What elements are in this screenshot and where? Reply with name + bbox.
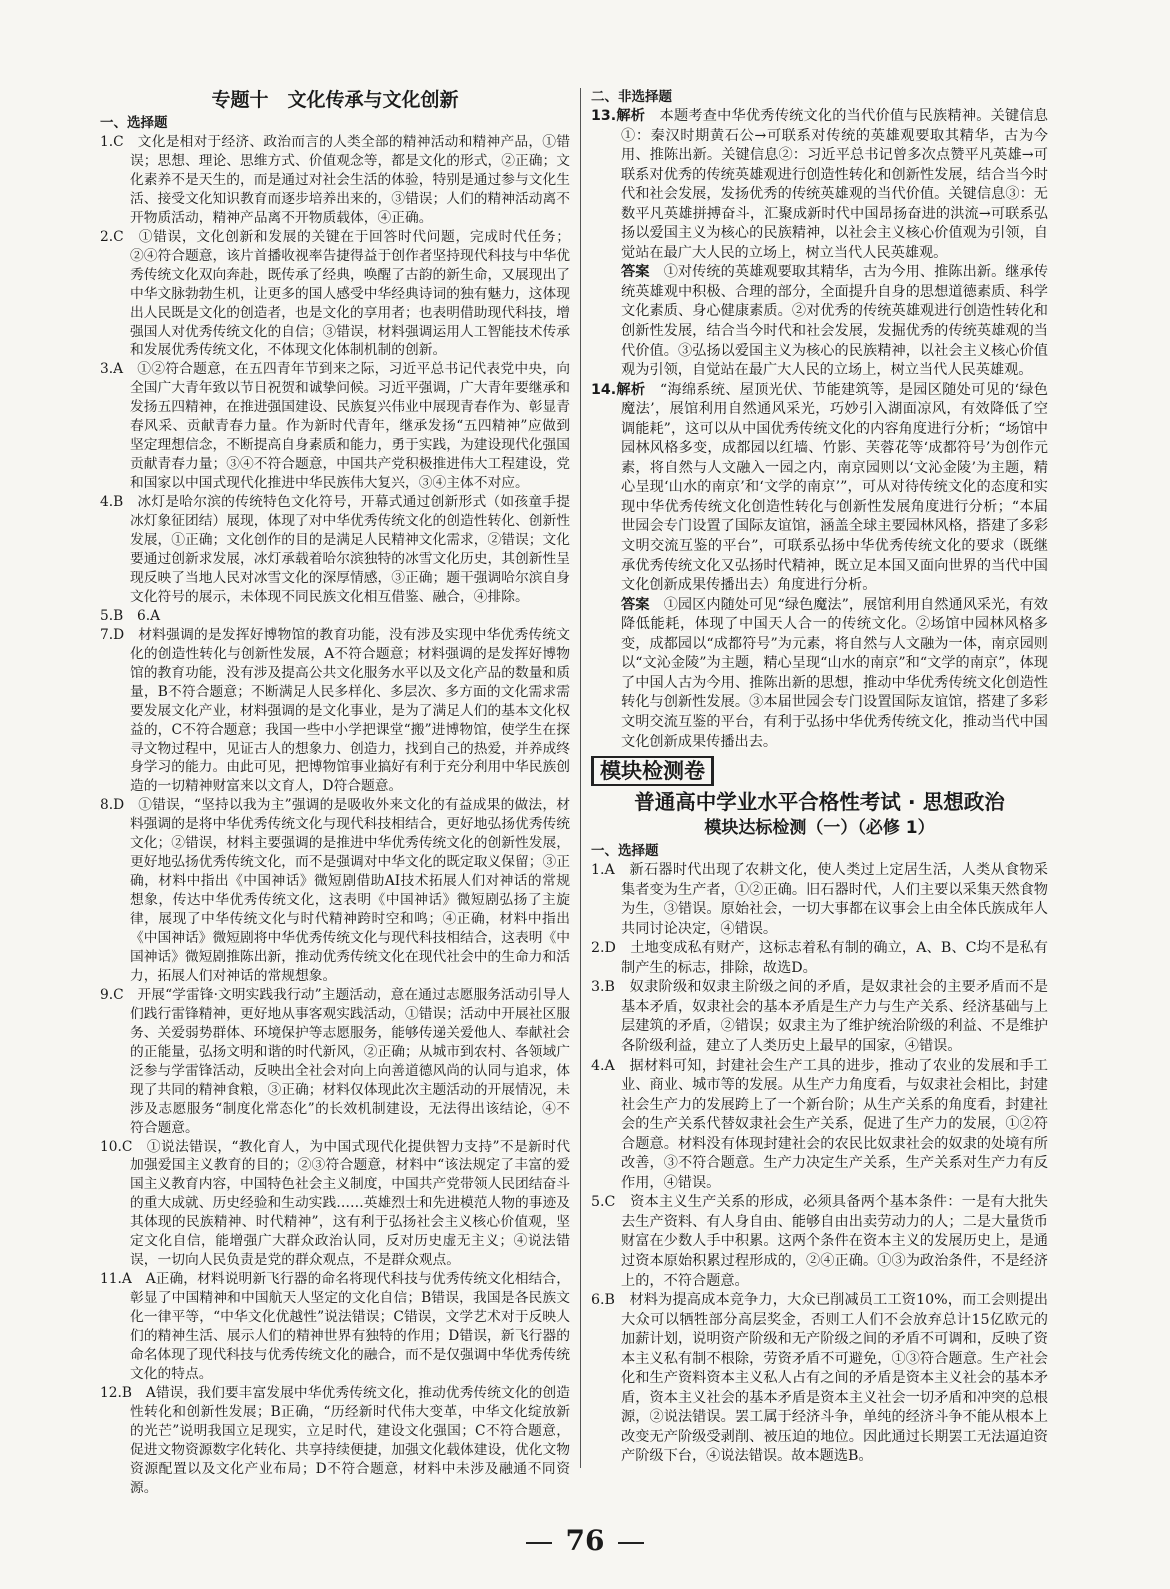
exam-answer-item-number: 5.C: [591, 1194, 616, 1211]
left-answer-item-number: 1.C: [100, 134, 124, 150]
exam-title: 普通高中学业水平合格性考试 · 思想政治: [634, 790, 1005, 815]
module-tag: 模块检测卷: [591, 756, 714, 786]
left-answer-item: [100, 493, 570, 607]
exam-answer-item: [591, 1291, 1048, 1467]
q14-analysis: “海绵系统、屋顶光伏、节能建筑等，是园区随处可见的‘绿色魔法’，展馆利用自然通风采光，巧妙引入湖面凉风，有效降低了空调能耗”，这可以从中国优秀传统文化的内容角度进行分析；“场馆中园林风格多变，成都园以红墙、竹影、芙蓉花等‘成都符号’为创作元素，将自然与人文融入一园之内，南京园则以‘文沁金陵’为主题，精心呈现‘山水的南京’和‘文学的南京’”，可从对待传统文化的态度和实现中华优秀传统文化创造性转化与创新性发展角度进行分析；“本届世园会专门设置了国际友谊馆，涵盖全球主要园林风格，搭建了多彩文明交流互鉴的平台”，可联系弘扬中华优秀传统文化的要求（既继承优秀传统文化又弘扬时代精神，既立足本国又面向世界的当代中国文化创新成果传播出去）角度进行分析。: [621, 381, 1048, 594]
exam-answer-item-text: 据材料可知，封建社会生产工具的进步，推动了农业的发展和手工业、商业、城市等的发展。从生产力角度看，与奴隶社会相比，封建社会生产力的发展跨上了一个新台阶；从生产关系的角度看，封建社会的生产关系代替奴隶社会生产关系，促进了生产力的发展，①②符合题意。材料没有体现封建社会的农民比奴隶社会的奴隶的处境有所改善，③不符合题意。生产力决定生产关系，生产关系对生产力有反作用，④错误。: [621, 1057, 1048, 1191]
question-14: [591, 381, 1048, 596]
q13-analysis-label: 解析: [616, 108, 646, 124]
exam-answer-item: [591, 1193, 1048, 1291]
q14-number: 14.: [591, 381, 617, 398]
left-answer-item: [100, 1138, 570, 1271]
left-answer-item-number: 5.B: [100, 607, 124, 624]
q14-answer: ①园区内随处可见“绿色魔法”，展馆利用自然通风采光，有效降低能耗，体现了中国天人合一的传统文化。②场馆中园林风格多变，成都园以“成都符号”为元素，将自然与人文融为一体，南京园则以“文沁金陵”为主题，精心呈现“山水的南京”和“文学的南京”，体现了中国人古为今用、推陈出新的思想，推动中华优秀传统文化创造性转化与创新性发展。③本届世园会专门设置国际友谊馆，搭建了多彩文明交流互鉴的平台，有利于弘扬中华优秀传统文化，推动当代中国文化创新成果传播出去。: [621, 596, 1048, 750]
exam-answer-item-text: 土地变成私有财产，这标志着私有制的确立，A、B、C均不是私有制产生的标志，排除，故选D。: [621, 940, 1048, 976]
q13-answer-label: 答案: [621, 264, 650, 281]
q13-answer-block: [591, 263, 1048, 380]
left-answer-item: [100, 360, 570, 493]
left-answer-item-number: 9.C: [100, 986, 124, 1003]
column-divider: [580, 88, 581, 1468]
left-answer-item-number: 3.A: [100, 361, 124, 378]
left-answer-item-text: ①说法错误，“教化育人，为中国式现代化提供智力支持”不是新时代加强爱国主义教育的目的；②③符合题意，材料中“该法规定了丰富的爱国主义教育内容，中国特色社会主义制度，中国共产党带领人民团结奋斗的重大成就、历史经验和生动实践……英雄烈士和先进模范人物的事迹及其体现的民族精神、时代精神”，这有利于弘扬社会主义核心价值观，坚定文化自信，能增强广大群众政治认同，反对历史虚无主义；④说法错误，一切向人民负责是党的群众观点，不是群众观点。: [130, 1138, 571, 1269]
left-answer-item: [100, 986, 570, 1138]
question-13: [591, 107, 1048, 263]
exam-answer-item-number: 2.D: [591, 940, 616, 957]
left-answer-list: [100, 133, 570, 1498]
section-heading-nonchoice: 二、非选择题: [591, 89, 672, 105]
exam-answer-item-number: 4.A: [591, 1057, 615, 1074]
q13-analysis: 本题考查中华优秀传统文化的当代价值与民族精神。关键信息①：秦汉时期黄石公→可联系对传统的英雄观要取其精华，古为今用、推陈出新。关键信息②：习近平总书记曾多次点赞平凡英雄→可联系对优秀的传统英雄观进行创造性转化和创新性发展，结合当今时代和社会发展，发扬优秀的传统英雄观的当代价值。关键信息③：无数平凡英雄拼搏奋斗，汇聚成新时代中国昂扬奋进的洪流→可联系弘扬以爱国主义为核心的民族精神，以社会主义核心价值观为引领，自觉站在最广大人民的立场上，树立当代人民英雄观。: [621, 108, 1048, 261]
left-answer-item-text: ①错误，“坚持以我为主”强调的是吸收外来文化的有益成果的做法，材料强调的是将中华优秀传统文化与现代科技相结合，更好地弘扬优秀传统文化；②错误，材料主要强调的是推进中华优秀传统文化的创新性发展，更好地弘扬优秀传统文化，而不是强调对中华文化的既定取义保留；③正确，材料中指出《中国神话》微短剧借助AI技术拓展人们对神话的常规想象，传达中华优秀传统文化，这表明《中国神话》微短剧弘扬了主旋律，展现了中华传统文化与时代精神跨时空和鸣；④正确，材料中指出《中国神话》微短剧将中华优秀传统文化与现代科技相结合，这表明《中国神话》微短剧推陈出新，推动优秀传统文化在现代社会中的生命力和活力，拓展人们对神话的常规想象。: [130, 797, 571, 984]
page-number-dash-right: [618, 1542, 644, 1544]
left-answer-item: [100, 1384, 570, 1498]
q14-answer-block: [591, 596, 1048, 752]
q13-number: 13.: [591, 108, 617, 124]
exam-answer-item-number: 3.B: [591, 979, 615, 996]
left-answer-item-number: 4.B: [100, 494, 124, 511]
page-number-dash-left: [526, 1542, 552, 1544]
left-answer-item-number: 11.A: [100, 1271, 132, 1288]
q14-analysis-label: 解析: [616, 381, 646, 398]
exam-subtitle: 模块达标检测（一）（必修 1）: [704, 818, 935, 839]
left-answer-item-number: 2.C: [100, 228, 124, 245]
left-answer-item-text: 文化是相对于经济、政治而言的人类全部的精神活动和精神产品，①错误；思想、理论、思维方式、价值观念等，都是文化的形式，②正确；文化素养不是天生的，而是通过对社会生活的体验，特别是通过参与文化生活、接受文化知识教育而逐步培养出来的，③错误；人们的精神活动离不开物质活动，精神产品离不开物质载体，④正确。: [130, 134, 571, 226]
left-answer-item-number: 7.D: [100, 626, 125, 643]
exam-answer-item-text: 奴隶阶级和奴隶主阶级之间的矛盾，是奴隶社会的主要矛盾而不是基本矛盾，奴隶社会的基本矛盾是生产力与生产关系、经济基础与上层建筑的矛盾，②错误；奴隶主为了维护统治阶级的利益、不是维护各阶级利益，建立了人类历史上最早的国家，④错误。: [621, 979, 1048, 1054]
chapter-title: 专题十 文化传承与文化创新: [211, 89, 459, 111]
exam-answer-item-text: 资本主义生产关系的形成，必须具备两个基本条件：一是有大批失去生产资料、有人身自由、能够自由出卖劳动力的人；二是大量货币财富在少数人手中积累。这两个条件在资本主义的发展历史上，是通过资本原始积累过程形成的，②④正确。①③为政治条件，不是经济上的，不符合题意。: [621, 1194, 1048, 1289]
page-number-value: 76: [565, 1524, 605, 1557]
exam-answer-item: [591, 1057, 1048, 1194]
exam-answer-item-number: 6.B: [591, 1292, 615, 1309]
left-answer-item: [100, 1270, 570, 1384]
left-column: [100, 88, 570, 1498]
left-answer-item-text: 材料强调的是发挥好博物馆的教育功能，没有涉及实现中华优秀传统文化的创造性转化与创新性发展，A不符合题意；材料强调的是发挥好博物馆的教育功能，没有涉及提高公共文化服务水平以及文化产品的数量和质量，B不符合题意；不断满足人民多样化、多层次、多方面的文化需求需要发展文化产业，材料强调的是文化事业，是为了满足人们的基本文化权益的，C不符合题意；我国一些中小学把课堂“搬”进博物馆，使学生在探寻文物过程中，见证古人的想象力、创造力，找到自己的热爱，并养成终身学习的能力。由此可见，把博物馆事业搞好有利于充分利用中华民族创造的一切精神财富来以文育人，D符合题意。: [130, 626, 571, 795]
exam-answer-item-text: 材料为提高成本竞争力，大众已削减员工工资10%，而工会则提出大众可以牺牲部分高层奖金，否则工人们不会放弃总计15亿欧元的加薪计划，说明资产阶级和无产阶级之间的矛盾不可调和，反映了资本主义私有制不根除，劳资矛盾不可避免，①③符合题意。生产社会化和生产资料资本主义私人占有之间的矛盾是资本主义社会的基本矛盾，资本主义社会的基本矛盾是资本主义社会一切矛盾和冲突的总根源，②说法错误。罢工属于经济斗争，单纯的经济斗争不能从根本上改变无产阶级受剥削、被压迫的地位。因此通过长期罢工无法逼迫资产阶级下台，④说法错误。故本题选B。: [621, 1292, 1048, 1465]
exam-answer-item: [591, 861, 1048, 939]
left-answer-item-text: A正确，材料说明新飞行器的命名将现代科技与优秀传统文化相结合，彰显了中国精神和中国航天人坚定的文化自信；B错误，我国是各民族文化一律平等，“中华文化优越性”说法错误；C错误，文学艺术对于反映人们的精神生活、展示人们的精神世界有独特的作用；D错误，新飞行器的命名体现了现代科技与优秀传统文化的融合，而不是仅强调中华优秀传统文化的特点。: [130, 1271, 571, 1382]
left-answer-item-text: ①错误，文化创新和发展的关键在于回答时代问题，完成时代任务；②④符合题意，该片首播收视率告捷得益于创作者坚持现代科技与中华优秀传统文化双向奔赴，既传承了经典，唤醒了古韵的新生命，又展现出了中华文脉勃勃生机，让更多的国人感受中华经典诗词的独有魅力，这体现出人民既是文化的创造者，也是文化的享用者；也表明借助现代科技，增强国人对优秀传统文化的自信；③错误，材料强调运用人工智能技术传承和发展优秀传统文化，不体现文化体制机制的创新。: [130, 228, 571, 359]
section-heading-choice: 一、选择题: [100, 115, 168, 131]
left-answer-item-text: 冰灯是哈尔滨的传统特色文化符号，开幕式通过创新形式（如孩童手提冰灯象征团结）展现，体现了对中华优秀传统文化的创造性转化、创新性发展，①正确；文化创作的目的是满足人民精神文化需求，②错误；文化要通过创新求发展，冰灯承载着哈尔滨独特的冰雪文化历史，其创新性呈现反映了当地人民对冰雪文化的深厚情感，③正确；题干强调哈尔滨自身文化符号的展示，未体现不同民族文化相互借鉴、融合，④排除。: [130, 494, 571, 605]
exam-answer-item: [591, 939, 1048, 978]
exam-section-heading: 一、选择题: [591, 843, 659, 860]
left-answer-item-text: 开展“学雷锋·文明实践我行动”主题活动，意在通过志愿服务活动引导人们践行雷锋精神，更好地从事客观实践活动，①错误；活动中开展社区服务、关爱弱势群体、环境保护等志愿服务，能够传递关爱他人、奉献社会的正能量，弘扬文明和谐的时代新风，②正确；从城市到农村、各领域广泛参与学雷锋活动，反映出全社会对向上向善道德风尚的认同与追求，体现了共同的精神食粮，③正确；材料仅体现此次主题活动的开展情况，未涉及志愿服务“制度化常态化”的长效机制建设，无法得出该结论，④不符合题意。: [130, 986, 571, 1136]
exam-answer-item-number: 1.A: [591, 862, 615, 879]
left-answer-item-text: ①②符合题意，在五四青年节到来之际，习近平总书记代表党中央，向全国广大青年致以节日祝贺和诚挚问候。习近平强调，广大青年要继承和发扬五四精神，在推进强国建设、民族复兴伟业中展现青春作为、彰显青春风采、贡献青春力量。作为新时代青年，继承发扬“五四精神”应做到坚定理想信念，不断提高自身素质和能力，勇于实践，为建设现代化强国贡献青春力量；③④不符合题意，中国共产党积极推进伟大工程建设，党和国家以中国式现代化推进中华民族伟大复兴，③④主体不对应。: [130, 361, 571, 492]
exam-answer-item-text: 新石器时代出现了农耕文化，使人类过上定居生活，人类从食物采集者变为生产者，①②正确。旧石器时代，人们主要以采集天然食物为生，③错误。原始社会，一切大事都在议事会上由全体氏族成年人共同讨论决定，④错误。: [621, 862, 1048, 937]
left-answer-item-number: 8.D: [100, 797, 125, 814]
left-answer-item: [100, 796, 570, 986]
q14-answer-label: 答案: [621, 596, 650, 613]
exam-answer-item: [591, 978, 1048, 1056]
exam-answer-list: [591, 861, 1048, 1467]
left-answer-item-number: 10.C: [100, 1138, 133, 1155]
left-answer-item: [100, 228, 570, 361]
left-answer-item: [100, 133, 570, 228]
page-number: [0, 1524, 1170, 1557]
left-answer-item: [100, 607, 570, 626]
right-column: [591, 88, 1048, 1467]
left-answer-item-number: 12.B: [100, 1384, 132, 1401]
left-answer-item-text: A错误，我们要丰富发展中华优秀传统文化，推动优秀传统文化的创造性转化和创新性发展；B正确，“历经新时代伟大变革，中华文化绽放新的光芒”说明我国立足现实，立足时代，建设文化强国；C不符合题意，促进文物资源数字化转化、共享持续便捷，加强文化载体建设，优化文物资源配置以及文化产业布局；D不符合题意，材料中未涉及融通不同资源。: [130, 1384, 571, 1496]
left-answer-item-text: 6.A: [137, 607, 161, 624]
left-answer-item: [100, 626, 570, 797]
q13-answer: ①对传统的英雄观要取其精华，古为今用、推陈出新。继承传统英雄观中积极、合理的部分，全面提升自身的思想道德素质、科学文化素质、身心健康素质。②对优秀的传统英雄观进行创造性转化和创新性发展，结合当今时代和社会发展，发掘优秀的传统英雄观的当代价值。③弘扬以爱国主义为核心的民族精神，以社会主义核心价值观为引领，自觉站在最广大人民的立场上，树立当代人民英雄观。: [621, 264, 1048, 379]
